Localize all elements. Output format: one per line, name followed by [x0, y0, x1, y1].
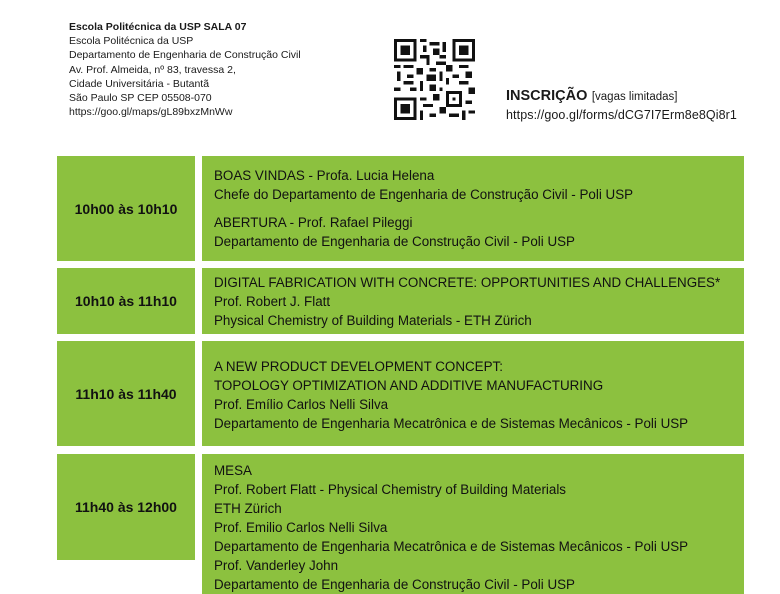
address-line: Cidade Universitária - Butantã: [69, 77, 210, 90]
maps-link[interactable]: https://goo.gl/maps/gL89bxzMnWw: [69, 106, 233, 119]
qr-code-icon[interactable]: [394, 39, 475, 120]
talk-title: DIGITAL FABRICATION WITH CONCRETE: OPPORTUNITIES AND CHALLENGES*: [214, 275, 721, 290]
schedule-time: 10h00 às 10h10: [57, 156, 195, 261]
opening-affiliation: Departamento de Engenharia de Construção Civil - Poli USP: [214, 234, 575, 249]
speaker-name: Prof. Robert J. Flatt: [214, 294, 331, 309]
panelist: Prof. Emilio Carlos Nelli Silva: [214, 520, 388, 535]
address-line: Escola Politécnica da USP: [69, 35, 194, 48]
schedule-content: [202, 156, 744, 261]
panelist: Prof. Vanderley John: [214, 558, 339, 573]
schedule-content: [202, 454, 744, 594]
address-block: [69, 20, 301, 119]
schedule-content: [202, 341, 744, 446]
address-line: Departamento de Engenharia de Construção Civil: [69, 49, 301, 62]
panelist-affiliation: Departamento de Engenharia Mecatrônica e de Sistemas Mecânicos - Poli USP: [214, 539, 689, 554]
registration-link[interactable]: https://goo.gl/forms/dCG7I7Erm8e8Qi8r1: [506, 108, 737, 122]
panelist: Prof. Robert Flatt - Physical Chemistry of Building Materials: [214, 482, 566, 497]
welcome-affiliation: Chefe do Departamento de Engenharia de Construção Civil - Poli USP: [214, 187, 634, 202]
speaker-name: Prof. Emílio Carlos Nelli Silva: [214, 397, 389, 412]
opening-title: ABERTURA - Prof. Rafael Pileggi: [214, 215, 413, 230]
schedule-row: [57, 268, 744, 334]
schedule-time: 11h40 às 12h00: [57, 454, 195, 560]
schedule-row: [57, 341, 744, 446]
talk-title: A NEW PRODUCT DEVELOPMENT CONCEPT:: [214, 359, 503, 374]
panel-title: MESA: [214, 463, 252, 478]
schedule-time: 11h10 às 11h40: [57, 341, 195, 446]
registration-title: INSCRIÇÃO: [506, 88, 588, 104]
speaker-affiliation: Departamento de Engenharia Mecatrônica e de Sistemas Mecânicos - Poli USP: [214, 416, 689, 431]
panelist-affiliation: ETH Zürich: [214, 501, 282, 516]
schedule-time: 10h10 às 11h10: [57, 268, 195, 334]
schedule-content: [202, 268, 744, 334]
address-line: Av. Prof. Almeida, nº 83, travessa 2,: [69, 63, 236, 76]
schedule-row: [57, 156, 744, 261]
address-line: São Paulo SP CEP 05508-070: [69, 92, 212, 105]
registration-block: [506, 87, 737, 122]
panelist-affiliation: Departamento de Engenharia de Construção Civil - Poli USP: [214, 577, 575, 592]
speaker-affiliation: Physical Chemistry of Building Materials - ETH Zürich: [214, 313, 532, 328]
schedule-row: [57, 454, 744, 594]
address-venue: Escola Politécnica da USP SALA 07: [69, 21, 247, 33]
talk-title: TOPOLOGY OPTIMIZATION AND ADDITIVE MANUFACTURING: [214, 378, 604, 393]
registration-note: [vagas limitadas]: [591, 91, 678, 103]
welcome-title: BOAS VINDAS - Profa. Lucia Helena: [214, 168, 435, 183]
